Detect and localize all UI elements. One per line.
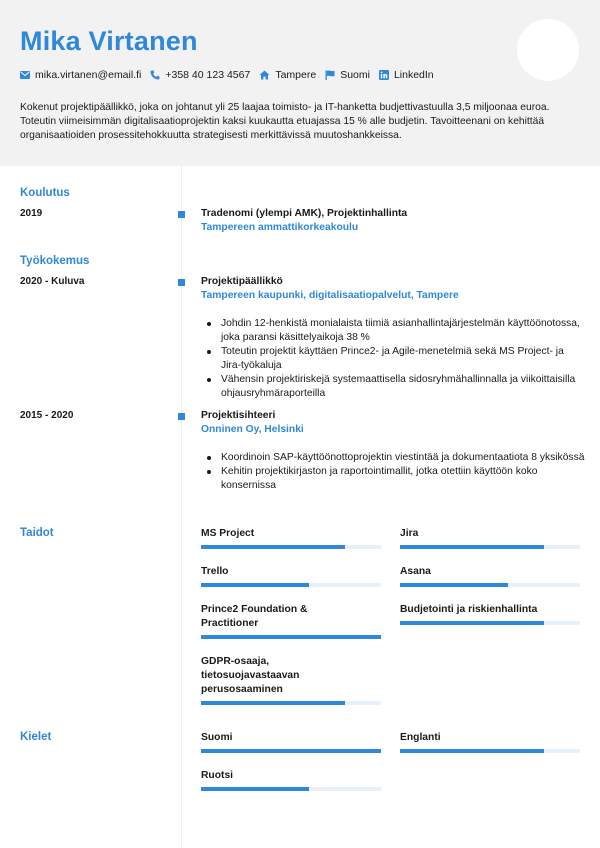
list-item: Toteutin projektit käyttäen Prince2- ja Agile-menetelmiä sekä MS Project- ja Jira-työkaluja (201, 345, 586, 373)
envelope-icon (20, 71, 30, 79)
skill-bar (201, 545, 381, 549)
list-item: Johdin 12-henkistä monialaista tiimiä asianhallintajärjestelmän käyttöönotossa, joka paransi käsittelyaikoja 38 % (201, 317, 586, 345)
skill-bar-fill (201, 583, 309, 587)
experience-org: Tampereen kaupunki, digitalisaatiopalvelut, Tampere (201, 290, 459, 301)
education-degree: Tradenomi (ylempi AMK), Projektinhallinta (201, 208, 408, 219)
page-title: Mika Virtanen (20, 26, 198, 56)
experience-org: Onninen Oy, Helsinki (201, 424, 304, 435)
experience-bullets (201, 317, 586, 401)
email-text: mika.virtanen@email.fi (35, 69, 142, 81)
timeline-marker (178, 211, 185, 218)
contact-country (325, 69, 370, 81)
linkedin-text: LinkedIn (393, 69, 434, 81)
skill-bar-fill (400, 621, 544, 625)
language-bar (400, 749, 580, 753)
timeline-marker (178, 413, 185, 420)
timeline-marker (178, 279, 185, 286)
linkedin-icon (379, 70, 389, 80)
skill-bar-fill (400, 583, 508, 587)
skill-name: Asana (400, 566, 431, 577)
skill-bar (201, 583, 381, 587)
flag-icon (325, 70, 335, 80)
experience-date: 2020 - Kuluva (20, 276, 85, 287)
timeline-divider (181, 166, 182, 848)
skill-bar (201, 635, 381, 639)
language-bar (201, 787, 381, 791)
education-school: Tampereen ammattikorkeakoulu (201, 222, 359, 233)
skill-bar (400, 545, 580, 549)
experience-heading: Työkokemus (20, 255, 90, 267)
language-name: Englanti (400, 732, 441, 743)
language-name: Ruotsi (201, 770, 234, 781)
skills-heading: Taidot (20, 527, 54, 539)
city-text: Tampere (275, 69, 317, 81)
experience-role: Projektipäällikkö (201, 276, 283, 287)
skill-bar (400, 621, 580, 625)
education-date: 2019 (20, 208, 43, 219)
profile-photo (517, 19, 579, 81)
skill-name: Jira (400, 528, 419, 539)
language-name: Suomi (201, 732, 233, 743)
language-bar-fill (400, 749, 544, 753)
contact-linkedin[interactable] (379, 69, 434, 81)
skill-bar-fill (400, 545, 544, 549)
education-heading: Koulutus (20, 187, 70, 199)
home-icon (259, 70, 270, 80)
language-bar-fill (201, 749, 381, 753)
skill-name: Prince2 Foundation & Practitioner (201, 604, 308, 629)
language-bar (201, 749, 381, 753)
experience-role: Projektisihteeri (201, 410, 276, 421)
skill-name: MS Project (201, 528, 255, 539)
list-item: Vähensin projektiriskejä systemaattisella sidosryhmähallinnalla ja viikoittaisilla ohjausryhmäraporteilla (201, 373, 586, 401)
experience-date: 2015 - 2020 (20, 410, 74, 421)
skill-bar-fill (201, 635, 381, 639)
skill-name: Trello (201, 566, 229, 577)
list-item: Koordinoin SAP-käyttöönottoprojektin viestintää ja dokumentaatiota 8 yksikössä (201, 451, 586, 465)
skill-bar-fill (201, 701, 345, 705)
contact-bar (20, 69, 443, 81)
country-text: Suomi (340, 69, 370, 81)
language-bar-fill (201, 787, 309, 791)
skill-name: Budjetointi ja riskienhallinta (400, 604, 538, 615)
skill-bar-fill (201, 545, 345, 549)
contact-phone[interactable] (150, 69, 250, 81)
skill-name: GDPR-osaaja, tietosuojavastaavan perusosaaminen (201, 656, 300, 695)
contact-city (259, 69, 316, 81)
profile-summary: Kokenut projektipäällikkö, joka on johtanut yli 25 laajaa toimisto- ja IT-hanketta budjettivastuulla 3,5 miljoonaa euroa. Toteutin viimeisimmän digitalisaatioprojektin kaksi kuukautta etuajassa 15 % alle budjetin. Tavoitteenani on kehittää organisaatioiden prosessitehokkuutta strategisesti merkittävissä muutoshankkeissa. (20, 102, 550, 141)
list-item: Kehitin projektikirjaston ja raportointimallit, jotka otettiin käyttöön koko konsernissa (201, 465, 586, 493)
skill-bar (201, 701, 381, 705)
languages-heading: Kielet (20, 731, 52, 743)
header (0, 0, 600, 166)
phone-icon (150, 70, 160, 80)
contact-email[interactable] (20, 69, 141, 81)
phone-text: +358 40 123 4567 (165, 69, 251, 81)
skill-bar (400, 583, 580, 587)
experience-bullets (201, 451, 586, 493)
